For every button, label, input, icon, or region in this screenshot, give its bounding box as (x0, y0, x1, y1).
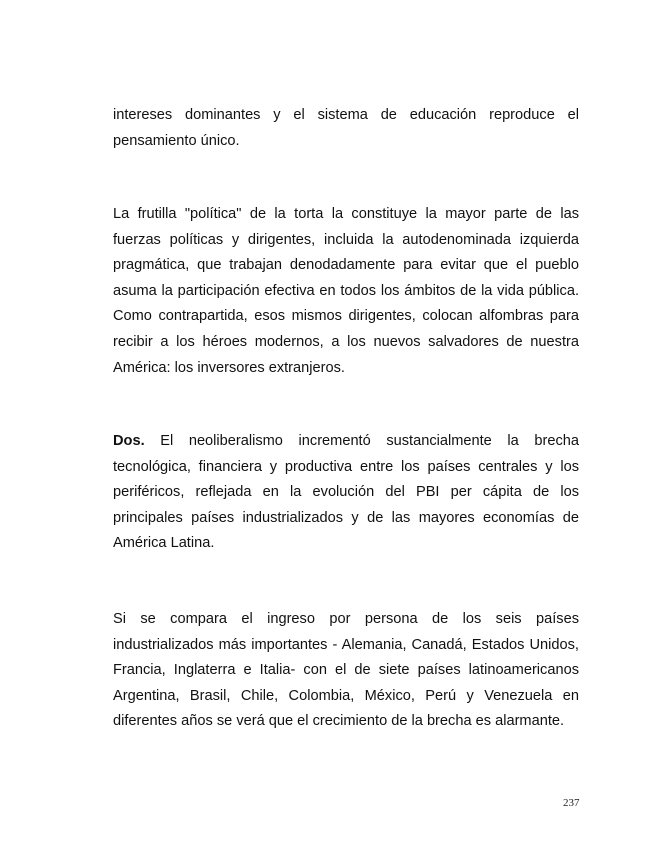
paragraph-education: intereses dominantes y el sistema de educación reproduce el pensamiento único. (113, 107, 579, 149)
paragraph-dos-neoliberalismo (113, 429, 579, 557)
paragraph-body-text: El neoliberalismo incrementó sustancialmente la brecha tecnológica, financiera y productiva entre los países centrales y los periféricos, reflejada en la evolución del PBI per cápita de los principales países industrializados y de las mayores economías de América Latina. (113, 433, 579, 552)
page-number: 237 (563, 797, 580, 809)
paragraph-frutilla-politica: La frutilla "política" de la torta la constituye la mayor parte de las fuerzas políticas y dirigentes, incluida la autodenominada izquierda pragmática, que trabajan denodadamente para evitar que el pueblo asuma la participación efectiva en todos los ámbitos de la vida pública. Como contrapartida, esos mismos dirigentes, colocan alfombras para recibir a los héroes modernos, a los nuevos salvadores de nuestra América: los inversores extranjeros. (113, 206, 579, 376)
paragraph-ingreso-comparacion: Si se compara el ingreso por persona de los seis países industrializados más importantes - Alemania, Canadá, Estados Unidos, Francia, Inglaterra e Italia- con el de siete países latinoamericanos Argentina, Brasil, Chile, Colombia, México, Perú y Venezuela en diferentes años se verá que el crecimiento de la brecha es alarmante. (113, 611, 579, 730)
paragraph-lead-label: Dos. (113, 433, 145, 449)
